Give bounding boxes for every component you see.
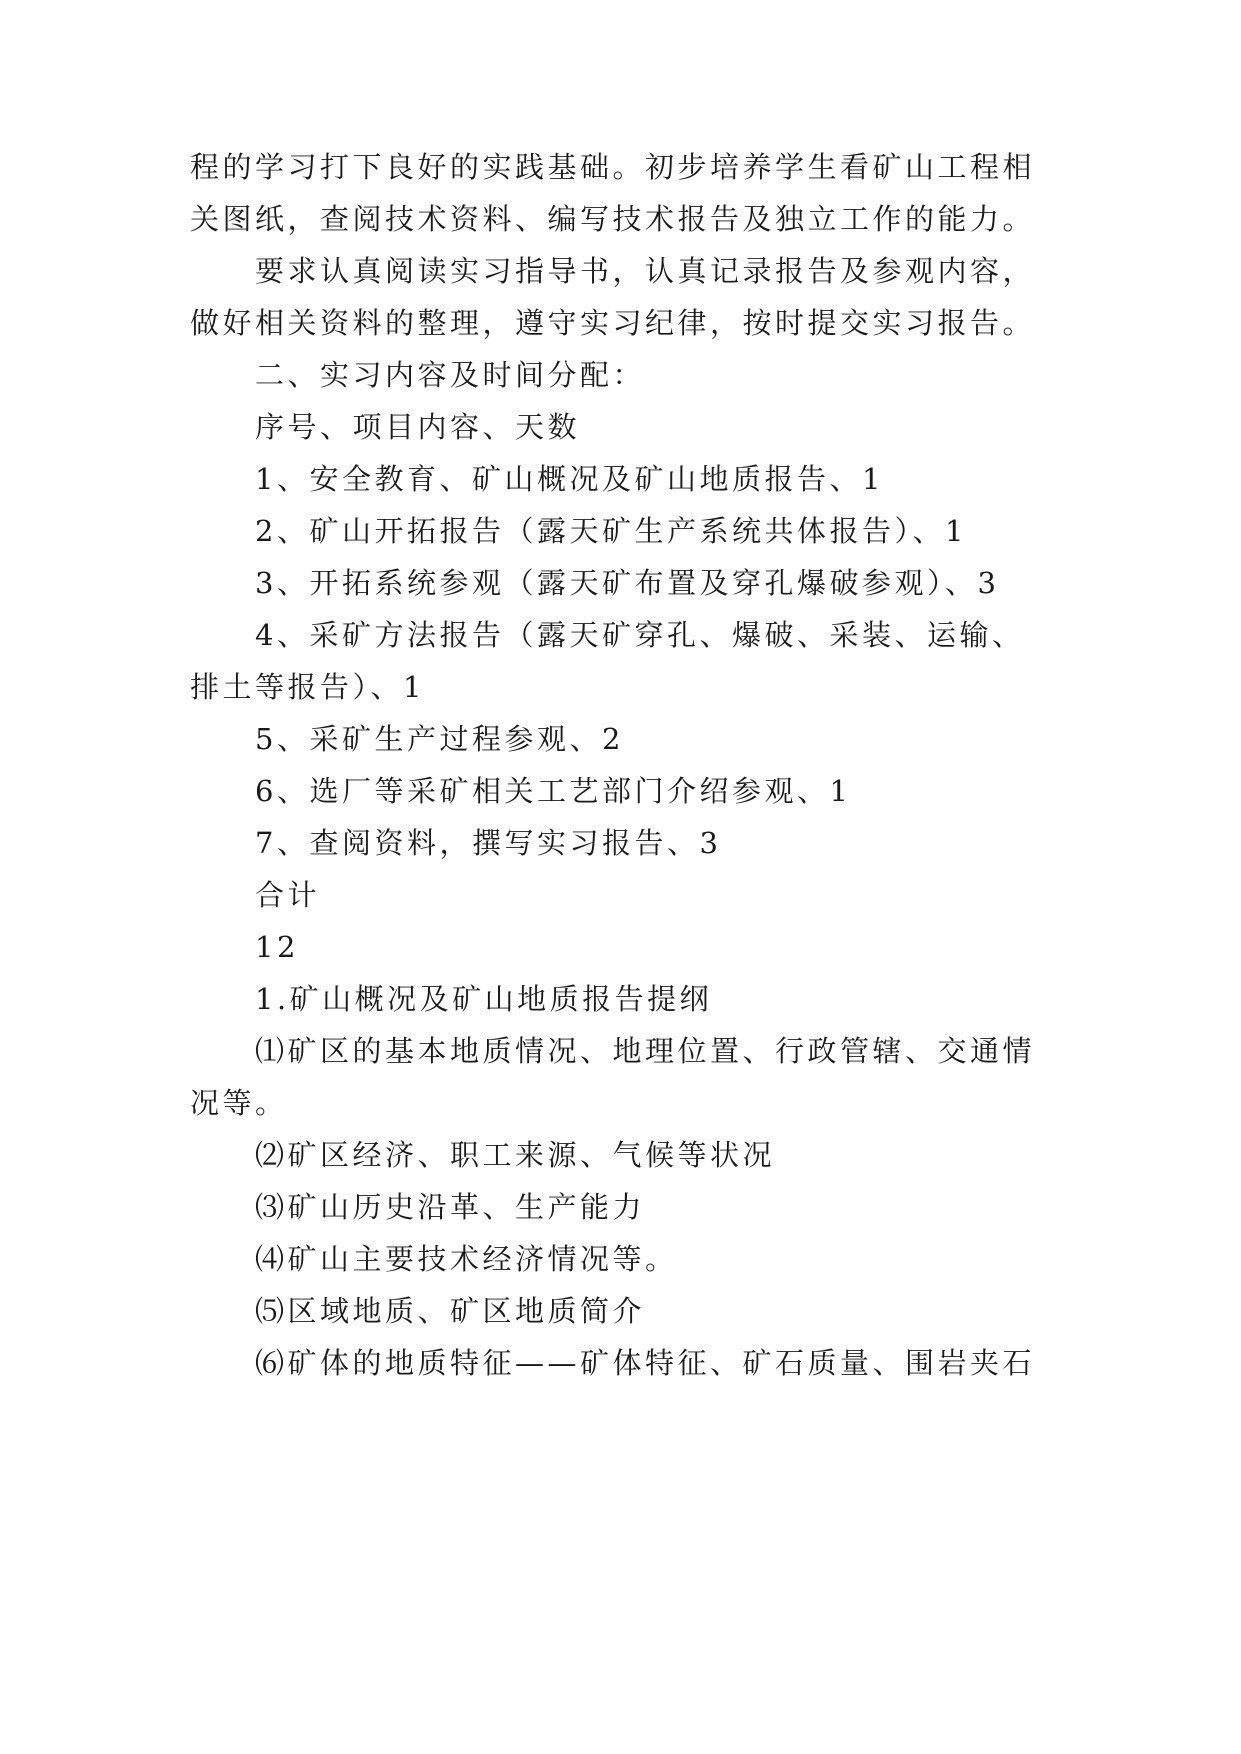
list-item: 2、矿山开拓报告（露天矿生产系统共体报告）、1 (255, 514, 967, 548)
paragraph-line: 要求认真阅读实习指导书，认真记录报告及参观内容， (255, 254, 1036, 288)
list-item: 5、采矿生产过程参观、2 (255, 722, 624, 756)
outline-item-continuation: 况等。 (190, 1086, 288, 1120)
outline-item: ⑷矿山主要技术经济情况等。 (255, 1242, 678, 1276)
list-item: 3、开拓系统参观（露天矿布置及穿孔爆破参观）、3 (255, 566, 1000, 600)
paragraph-line: 做好相关资料的整理，遵守实习纪律，按时提交实习报告。 (190, 306, 1036, 340)
total-label: 合计 (255, 878, 321, 912)
outline-item: ⑴矿区的基本地质情况、地理位置、行政管辖、交通情 (255, 1034, 1036, 1068)
list-item: 7、查阅资料，撰写实习报告、3 (255, 826, 722, 860)
paragraph-line: 关图纸，查阅技术资料、编写技术报告及独立工作的能力。 (190, 202, 1036, 236)
outline-item: ⑵矿区经济、职工来源、气候等状况 (255, 1138, 776, 1172)
total-value: 12 (255, 930, 299, 964)
outline-item: ⑹矿体的地质特征——矿体特征、矿石质量、围岩夹石 (255, 1346, 1036, 1380)
table-header-line: 序号、项目内容、天数 (255, 410, 581, 444)
list-item: 6、选厂等采矿相关工艺部门介绍参观、1 (255, 774, 852, 808)
paragraph-line: 程的学习打下良好的实践基础。初步培养学生看矿山工程相 (190, 150, 1036, 184)
outline-item: ⑸区域地质、矿区地质简介 (255, 1294, 646, 1328)
list-item-continuation: 排土等报告）、1 (190, 670, 425, 704)
list-item: 1、安全教育、矿山概况及矿山地质报告、1 (255, 462, 884, 496)
section-heading: 二、实习内容及时间分配： (255, 358, 646, 392)
list-item: 4、采矿方法报告（露天矿穿孔、爆破、采装、运输、 (255, 618, 1025, 652)
outline-heading: 1.矿山概况及矿山地质报告提纲 (255, 982, 713, 1016)
outline-item: ⑶矿山历史沿革、生产能力 (255, 1190, 646, 1224)
